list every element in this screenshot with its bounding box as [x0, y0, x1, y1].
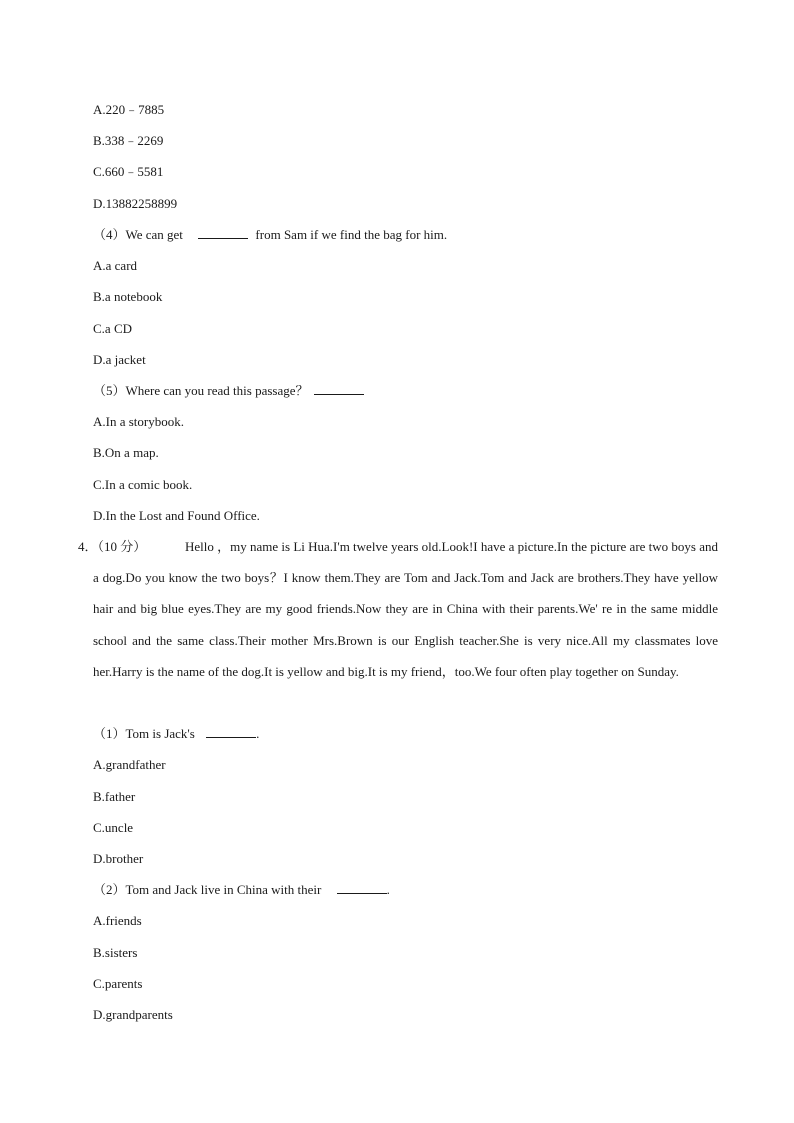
sub-question-5-prefix: （5）Where can you read this passage？: [93, 383, 309, 398]
sub-question-2-prefix: （2）Tom and Jack live in China with their: [93, 882, 322, 897]
question-number: 4．: [78, 539, 98, 554]
option-a: A.a card: [93, 258, 138, 273]
answer-blank: [198, 226, 248, 239]
option-b: B.338﹣2269: [93, 133, 164, 148]
option-b: B.a notebook: [93, 289, 163, 304]
sub-question-1-suffix: .: [256, 726, 260, 741]
option-c: C.a CD: [93, 321, 132, 336]
sub-question-4-suffix: from Sam if we find the bag for him.: [255, 227, 448, 242]
option-d: D.grandparents: [93, 1007, 173, 1022]
option-a: A.220﹣7885: [93, 102, 165, 117]
sub-question-1-prefix: （1）Tom is Jack's: [93, 726, 195, 741]
option-c: C.In a comic book.: [93, 477, 193, 492]
option-a: A.friends: [93, 913, 142, 928]
sub-question-4-prefix: （4）We can get: [93, 227, 183, 242]
option-b: B.sisters: [93, 945, 138, 960]
option-a: A.In a storybook.: [93, 414, 184, 429]
option-d: D.13882258899: [93, 196, 178, 211]
option-d: D.a jacket: [93, 352, 146, 367]
sub-question-2-suffix: .: [386, 882, 390, 897]
sub-question-1: [93, 724, 259, 744]
answer-blank: [206, 725, 256, 738]
sub-question-2: [93, 880, 390, 900]
answer-blank: [337, 881, 387, 894]
option-c: C.uncle: [93, 820, 134, 835]
sub-question-5: [93, 381, 368, 401]
answer-blank: [314, 382, 364, 395]
option-a: A.grandfather: [93, 757, 166, 772]
option-d: D.brother: [93, 851, 144, 866]
reading-passage: Hello ，my name is Li Hua.I'm twelve years old.Look!I have a picture.In the picture are two boys and a dog.Do you know the two boys？I know them.They are Tom and Jack.Tom and Jack are brothers.They have yellow hair and big blue eyes.They are my good friends.Now they are in China with their parents.We' re in the same middle school and the same class.Their mother Mrs.Brown is our English teacher.She is very nice.All my classmates love her.Harry is the name of the dog.It is yellow and big.It is my friend，too.We four often play together on Sunday.: [93, 539, 719, 679]
option-d: D.In the Lost and Found Office.: [93, 508, 260, 523]
sub-question-4: [93, 225, 447, 245]
option-b: B.On a map.: [93, 445, 159, 460]
option-c: C.parents: [93, 976, 143, 991]
option-c: C.660﹣5581: [93, 164, 164, 179]
option-b: B.father: [93, 789, 136, 804]
question-score: （10 分）: [97, 539, 147, 554]
